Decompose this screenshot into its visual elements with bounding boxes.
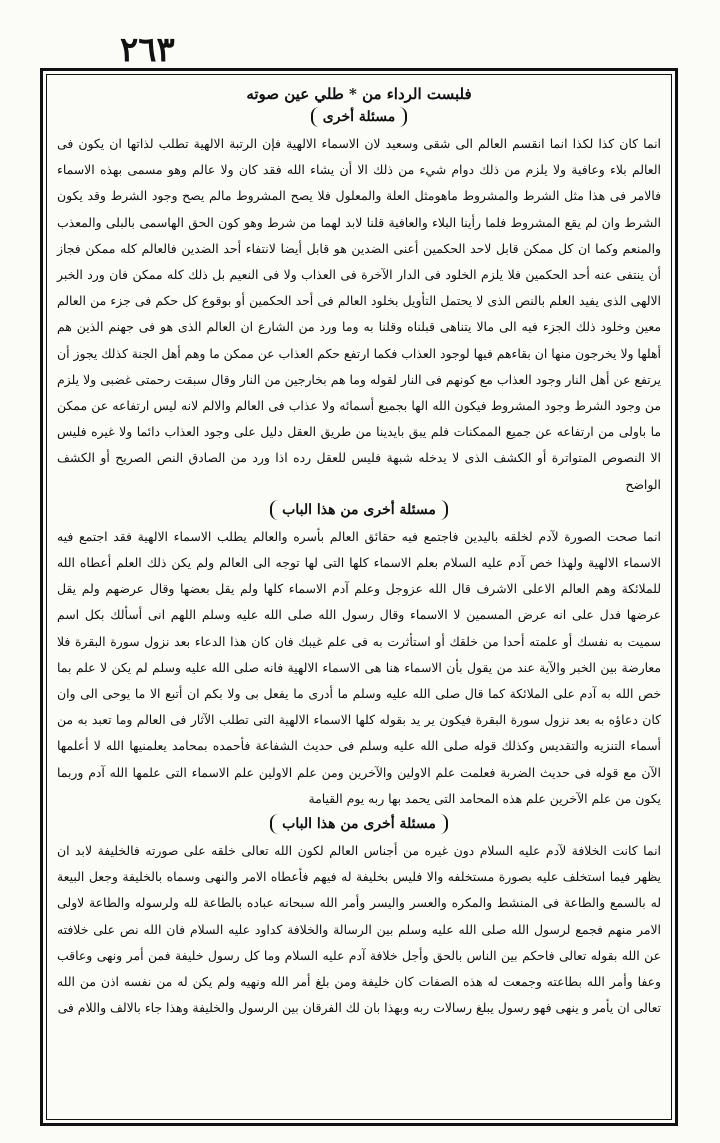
section-heading-label: مسئلة أخرى (311, 107, 407, 127)
section-heading-label: مسئلة أخرى من هذا الباب (270, 814, 448, 834)
section-paragraph: انما كانت الخلافة لآدم عليه السلام دون غيره من أجناس العالم لكون الله تعالى خلقه على صورته فالخليفة لابد ان يظهر فيما استخلف عليه بصورة مستخلفه والا فليس بخليفة له فيهم فأعطاه الامر والنهى وسماه بالخليفة وجعل البيعة له بالسمع والطاعة فى المنشط والمكره والعسر واليسر وأمر الله سبحانه عباده بالطاعة لله ولرسوله والطاعة لاولى الامر منهم فجمع لرسول الله صلى الله عليه وسلم بين الرسالة والخلافة كداود عليه السلام فان الله نص على خلافته عن الله بقوله تعالى فاحكم بين الناس بالحق وأجل خلافة آدم عليه السلام وما كل رسول خليفة فمن أمر ونهى وعاقب وعفا وأمر الله بطاعته وجمعت له هذه الصفات كان خليفة ومن بلغ أمر الله ونهيه ولم يكن له من نفسه اذن من الله تعالى ان يأمر و ينهى فهو رسول يبلغ رسالات ربه وبهذا بان لك الفرقان بين الرسول والخليفة وهذا جاء بالالف واللام فى (57, 843, 661, 1016)
section-heading (57, 814, 661, 834)
section-paragraph: انما صحت الصورة لآدم لخلقه باليدين فاجتمع فيه حقائق العالم بأسره والعالم يطلب الاسماء الالهية فقد اجتمع فيه الاسماء الالهية ولهذا خص آدم عليه السلام بعلم الاسماء كلها التى لها توجه الى العالم ولم يكن ذلك العلم أعطاه الله للملائكة وهم العالم الاعلى الاشرف قال الله عزوجل وعلم آدم الاسماء كلها ولم يقل بعضها وقال عرضهم ولم يقل عرضها فدل على انه عرض المسمين لا الاسماء وقال رسول الله صلى الله عليه وسلم اللهم انى أسألك بكل اسم سميت به نفسك أو علمته أحدا من خلقك أو استأثرت به فى علم غيبك فان كان هذا الدعاء بعد نزول سورة البقرة فلا معارضة بين الخبر والآية عند من يقول بأن الاسماء هنا هى الاسماء الالهية فانه صلى الله عليه وسلم لم يكن لا علم بما خص الله به آدم على الملائكة كما قال صلى الله عليه وسلم ما أدرى ما يفعل بى ولا بكم ان أتبع الا ما يوحى الى وان كان دعاؤه به بعد نزول سورة البقرة فيكون ير يد بقوله كلها الاسماء الالهية التى تطلب الآثار فى العالم وما تعبد به من أسماء التنزيه والتقديس وكذلك قوله صلى الله عليه وسلم فى حديث الشفاعة فأحمده بمحامد يعلمنيها الله لا أعلمها الآن مع قوله فى حديث الضربة فعلمت علم الاولين والآخرين ومن علم الاولين علم الاسماء التى علمها الله آدم وربما يكون من علم الآخرين علم هذه المحامد التى يحمد بها ربه يوم القيامة (57, 528, 661, 806)
section-heading (57, 107, 661, 127)
page-frame (40, 68, 678, 1126)
page-body (46, 74, 672, 1120)
section-heading (57, 500, 661, 520)
section-heading-label: مسئلة أخرى من هذا الباب (270, 500, 448, 520)
verse-line: فلبست الرداء من * طلي عين صوته (246, 85, 472, 103)
section-paragraph: انما كان كذا لكذا انما انقسم العالم الى شقى وسعيد لان الاسماء الالهية فإن الرتبة الالهية تطلب لذاتها ان يكون فى العالم بلاء وعافية ولا يلزم من ذلك دوام شيء من ذلك الا أن يشاء الله فقد كان ولا عالم وهو مسمى بهذه الاسماء فالامر فى هذا مثل الشرط والمشروط ماهومثل العلة والمعلول فلا يصح المشروط مالم يصح وجود الشرط وقد يكون الشرط وان لم يقع المشروط فلما رأينا البلاء والعافية قلنا لابد لهما من شرط وهو كون الحق الهاسمى بالبلى والمعذب والمنعم وكما ان كل ممكن قابل لاحد الحكمين أعنى الضدين هو قابل أيضا لانتفاء أحد الضدين فالعالم كله ممكن فجاز أن ينتفى عنه أحد الحكمين فلا يلزم الخلود فى الدار الآخرة فى العذاب ولا فى النعيم بل ذلك كله ممكن فان ورد الخبر الالهى الذى يفيد العلم بالنص الذى لا يحتمل التأويل بخلود العالم فى أحد الحكمين أو بوقوع كل حكم فى جزء من العالم معين وخلود ذلك الجزء فيه الى مالا يتناهى قبلناه وقلنا به وما ورد من الشارع ان العالم الذى هو فى جهنم الذين هم أهلها ولا يخرجون منها ان بقاءهم فيها لوجود العذاب فكما ارتفع حكم العذاب عن ممكن ما وهم أهل الجنة كذلك يجوز أن يرتفع عن أهل النار وجود العذاب مع كونهم فى النار لقوله وما هم بخارجين من النار وقال سبقت رحمتى غضبى ولا يلزم من وجود الشرط وجود المشروط فيكون الله الها بجميع أسمائه ولا عذاب فى العالم والالم لانه ليس ارتفاعه عن ممكن ما باولى من ارتفاعه عن جميع الممكنات فلم يبق بايدينا من طريق العقل دليل على وجود العذاب دائما ولا غيره فليس الا النصوص المتواترة أو الكشف الذى لا يدخله شبهة فليس للعقل رده اذا ورد من الصادق النص الصريح أو الكشف الواضح (56, 136, 661, 492)
page-number: ٢٦٣ (120, 30, 175, 70)
